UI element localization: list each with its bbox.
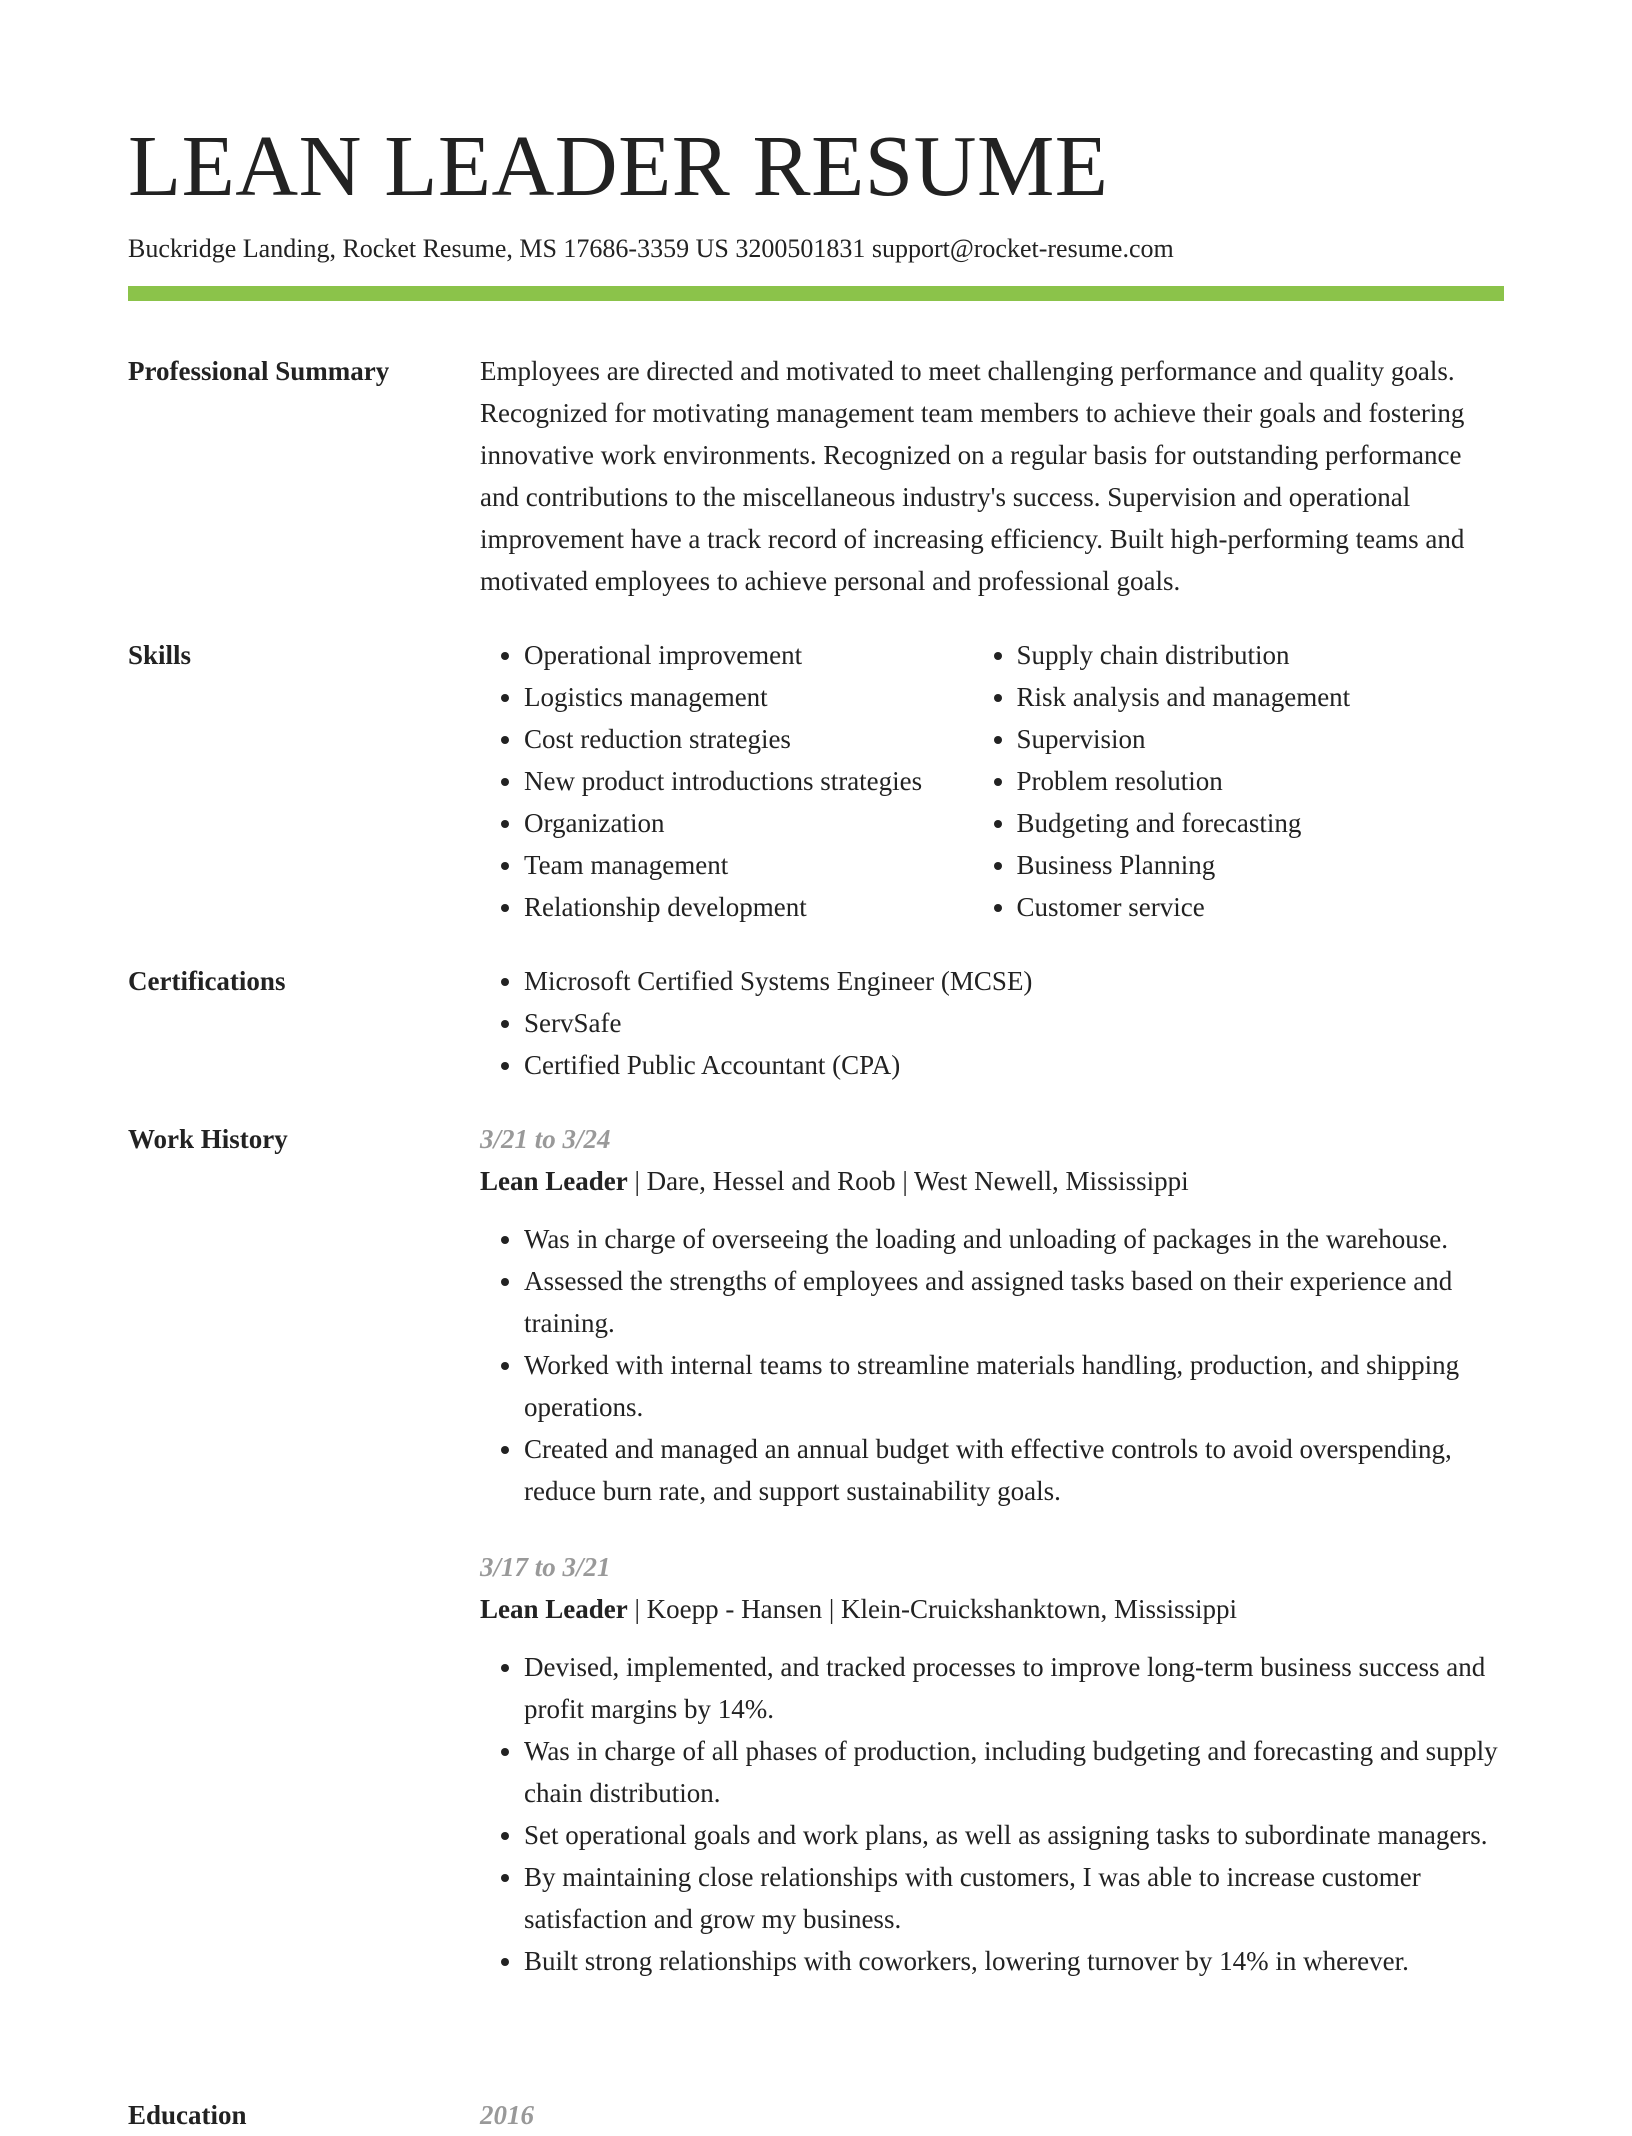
skill-item: • Supply chain distribution <box>1017 634 1505 676</box>
education-label: Education <box>128 2100 247 2130</box>
certification-item: • Certified Public Accountant (CPA) <box>524 1044 1504 1086</box>
job-bullet: • Worked with internal teams to streamline materials handling, production, and shipping operations. <box>524 1344 1504 1428</box>
skill-item: • Business Planning <box>1017 844 1505 886</box>
job-bullet: • By maintaining close relationships with customers, I was able to increase customer satisfaction and grow my business. <box>524 1856 1504 1940</box>
certification-item: • ServSafe <box>524 1002 1504 1044</box>
skill-item: • Problem resolution <box>1017 760 1505 802</box>
education-date: 2016 <box>480 2100 534 2130</box>
job-date: 3/17 to 3/21 <box>480 1552 611 1582</box>
job-entry <box>480 1118 1504 1512</box>
job-bullet: • Devised, implemented, and tracked processes to improve long-term business success and profit margins by 14%. <box>524 1646 1504 1730</box>
summary-label: Professional Summary <box>128 356 390 386</box>
skills-list-left <box>480 634 973 928</box>
job-bullets <box>480 1218 1504 1512</box>
job-bullet: • Assessed the strengths of employees and assigned tasks based on their experience and training. <box>524 1260 1504 1344</box>
job-date: 3/21 to 3/24 <box>480 1124 611 1154</box>
job-title: Lean Leader <box>480 1594 628 1624</box>
job-title: Lean Leader <box>480 1166 628 1196</box>
accent-divider <box>128 286 1504 301</box>
skill-item: • Relationship development <box>524 886 973 928</box>
skill-item: • Organization <box>524 802 973 844</box>
summary-text: Employees are directed and motivated to meet challenging performance and quality goals. Recognized for motivating management team members to achieve their goals and fostering innovative work environments. Recognized on a regular basis for outstanding performance and contributions to the miscellaneous industry's success. Supervision and operational improvement have a track record of increasing efficiency. Built high-performing teams and motivated employees to achieve personal and professional goals. <box>480 356 1465 596</box>
skill-item: • New product introductions strategies <box>524 760 973 802</box>
job-details: | Dare, Hessel and Roob | West Newell, Mississippi <box>627 1166 1189 1196</box>
skills-list-right <box>973 634 1505 928</box>
contact-line: Buckridge Landing, Rocket Resume, MS 17686-3359 US 3200501831 support@rocket-resume.com <box>128 234 1174 263</box>
job-bullets <box>480 1646 1504 1982</box>
job-bullet: • Was in charge of overseeing the loading and unloading of packages in the warehouse. <box>524 1218 1504 1260</box>
job-bullet: • Built strong relationships with coworkers, lowering turnover by 14% in wherever. <box>524 1940 1504 1982</box>
job-heading <box>480 1160 1504 1202</box>
work-history-label: Work History <box>128 1124 288 1154</box>
skill-item: • Logistics management <box>524 676 973 718</box>
job-bullet: • Was in charge of all phases of production, including budgeting and forecasting and supply chain distribution. <box>524 1730 1504 1814</box>
skill-item: • Operational improvement <box>524 634 973 676</box>
certifications-list <box>480 960 1504 1086</box>
certifications-label: Certifications <box>128 966 286 996</box>
job-details: | Koepp - Hansen | Klein-Cruickshanktown, Mississippi <box>627 1594 1238 1624</box>
skills-label: Skills <box>128 640 192 670</box>
job-bullet: • Created and managed an annual budget with effective controls to avoid overspending, reduce burn rate, and support sustainability goals. <box>524 1428 1504 1512</box>
resume-title: LEAN LEADER RESUME <box>128 117 1109 214</box>
skill-item: • Budgeting and forecasting <box>1017 802 1505 844</box>
skill-item: • Customer service <box>1017 886 1505 928</box>
job-bullet: • Set operational goals and work plans, as well as assigning tasks to subordinate managers. <box>524 1814 1504 1856</box>
skill-item: • Supervision <box>1017 718 1505 760</box>
certification-item: • Microsoft Certified Systems Engineer (MCSE) <box>524 960 1504 1002</box>
skill-item: • Team management <box>524 844 973 886</box>
job-heading <box>480 1588 1504 1630</box>
job-entry <box>480 1546 1504 1982</box>
skill-item: • Cost reduction strategies <box>524 718 973 760</box>
skill-item: • Risk analysis and management <box>1017 676 1505 718</box>
